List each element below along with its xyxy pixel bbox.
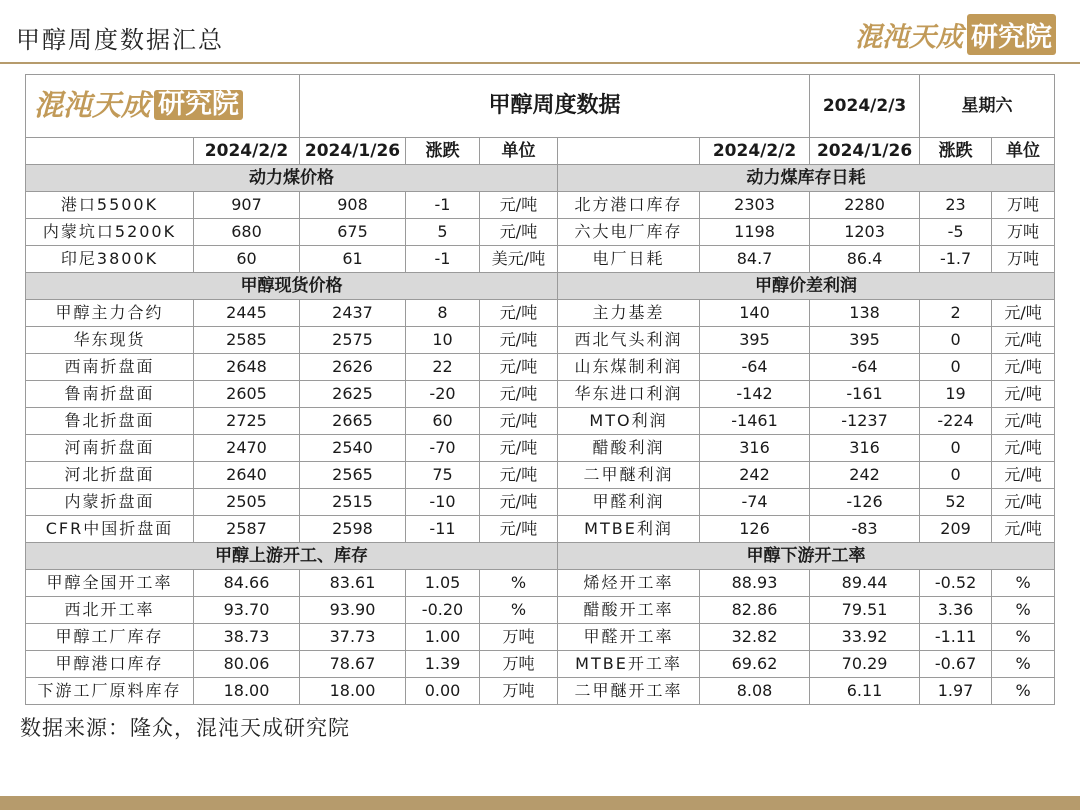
section-title-right: 甲醇价差利润 [558, 273, 1055, 300]
left-change-cell: 5 [406, 219, 480, 246]
right-value-previous-cell: -83 [810, 516, 920, 543]
left-value-previous-cell: 37.73 [300, 624, 406, 651]
column-header-row [26, 138, 1055, 165]
left-unit-cell: % [480, 597, 558, 624]
right-change-cell: -0.67 [920, 651, 992, 678]
left-change-cell: -11 [406, 516, 480, 543]
right-value-previous-cell: 33.92 [810, 624, 920, 651]
right-value-current-cell: 140 [700, 300, 810, 327]
right-label-cell: 六大电厂库存 [558, 219, 700, 246]
left-value-current-cell: 2470 [194, 435, 300, 462]
left-label-cell: 内蒙坑口5200K [26, 219, 194, 246]
right-value-current-cell: 84.7 [700, 246, 810, 273]
data-source-note: 数据来源：隆众，混沌天成研究院 [20, 716, 350, 740]
right-value-previous-cell: -161 [810, 381, 920, 408]
footer-bar [0, 796, 1080, 810]
right-value-previous-cell: 242 [810, 462, 920, 489]
left-value-previous-cell: 2540 [300, 435, 406, 462]
right-unit-cell: 元/吨 [992, 435, 1055, 462]
section-title-left: 甲醇上游开工、库存 [26, 543, 558, 570]
left-unit-cell: 元/吨 [480, 192, 558, 219]
right-unit-cell: 元/吨 [992, 327, 1055, 354]
col-header-blank-left [26, 138, 194, 165]
left-unit-cell: 万吨 [480, 651, 558, 678]
right-unit-cell: 元/吨 [992, 354, 1055, 381]
right-value-current-cell: 82.86 [700, 597, 810, 624]
section-title-right: 动力煤库存日耗 [558, 165, 1055, 192]
left-change-cell: 22 [406, 354, 480, 381]
table-row [26, 597, 1055, 624]
right-change-cell: 0 [920, 462, 992, 489]
table-row [26, 246, 1055, 273]
right-unit-cell: % [992, 570, 1055, 597]
right-value-previous-cell: 89.44 [810, 570, 920, 597]
left-value-previous-cell: 18.00 [300, 678, 406, 705]
right-unit-cell: 元/吨 [992, 516, 1055, 543]
left-value-current-cell: 18.00 [194, 678, 300, 705]
right-value-current-cell: -142 [700, 381, 810, 408]
logo-brand-text: 混沌天成 [855, 22, 963, 53]
right-label-cell: 华东进口利润 [558, 381, 700, 408]
right-value-previous-cell: 6.11 [810, 678, 920, 705]
table-row [26, 219, 1055, 246]
left-change-cell: 1.39 [406, 651, 480, 678]
right-value-previous-cell: 395 [810, 327, 920, 354]
left-unit-cell: 元/吨 [480, 489, 558, 516]
right-change-cell: 0 [920, 354, 992, 381]
table-title-row [26, 75, 1055, 138]
left-unit-cell: 元/吨 [480, 300, 558, 327]
right-label-cell: 西北气头利润 [558, 327, 700, 354]
left-value-current-cell: 84.66 [194, 570, 300, 597]
table-row [26, 570, 1055, 597]
section-title-left: 动力煤价格 [26, 165, 558, 192]
right-label-cell: 甲醛开工率 [558, 624, 700, 651]
right-unit-cell: 万吨 [992, 192, 1055, 219]
left-value-current-cell: 2725 [194, 408, 300, 435]
right-value-current-cell: 1198 [700, 219, 810, 246]
left-label-cell: 甲醇工厂库存 [26, 624, 194, 651]
left-unit-cell: 元/吨 [480, 408, 558, 435]
col-header-date1-left: 2024/2/2 [194, 138, 300, 165]
left-unit-cell: 元/吨 [480, 327, 558, 354]
left-value-previous-cell: 2665 [300, 408, 406, 435]
table-title: 甲醇周度数据 [300, 75, 810, 138]
left-value-previous-cell: 2625 [300, 381, 406, 408]
left-label-cell: 印尼3800K [26, 246, 194, 273]
right-change-cell: -1.11 [920, 624, 992, 651]
right-unit-cell: % [992, 624, 1055, 651]
right-value-current-cell: 88.93 [700, 570, 810, 597]
left-value-current-cell: 2605 [194, 381, 300, 408]
left-value-previous-cell: 2575 [300, 327, 406, 354]
left-label-cell: 甲醇港口库存 [26, 651, 194, 678]
left-unit-cell: 万吨 [480, 624, 558, 651]
left-unit-cell: 元/吨 [480, 516, 558, 543]
left-unit-cell: 美元/吨 [480, 246, 558, 273]
right-unit-cell: 万吨 [992, 246, 1055, 273]
section-header-row [26, 165, 1055, 192]
right-change-cell: 0 [920, 327, 992, 354]
section-header-row [26, 273, 1055, 300]
table-logo [34, 90, 243, 120]
left-value-current-cell: 38.73 [194, 624, 300, 651]
right-change-cell: 3.36 [920, 597, 992, 624]
right-change-cell: 52 [920, 489, 992, 516]
left-value-current-cell: 60 [194, 246, 300, 273]
right-value-previous-cell: 70.29 [810, 651, 920, 678]
right-label-cell: 主力基差 [558, 300, 700, 327]
left-value-previous-cell: 2626 [300, 354, 406, 381]
left-unit-cell: 元/吨 [480, 219, 558, 246]
right-change-cell: 23 [920, 192, 992, 219]
left-change-cell: -70 [406, 435, 480, 462]
right-value-previous-cell: 316 [810, 435, 920, 462]
left-label-cell: 鲁南折盘面 [26, 381, 194, 408]
left-change-cell: -20 [406, 381, 480, 408]
left-change-cell: -1 [406, 246, 480, 273]
right-value-previous-cell: 79.51 [810, 597, 920, 624]
table-row [26, 192, 1055, 219]
brand-logo [855, 14, 1056, 55]
left-value-previous-cell: 61 [300, 246, 406, 273]
left-value-previous-cell: 2565 [300, 462, 406, 489]
right-value-previous-cell: 138 [810, 300, 920, 327]
left-label-cell: 河北折盘面 [26, 462, 194, 489]
table-row [26, 462, 1055, 489]
right-label-cell: 二甲醚开工率 [558, 678, 700, 705]
left-value-previous-cell: 2598 [300, 516, 406, 543]
left-unit-cell: 元/吨 [480, 435, 558, 462]
left-change-cell: -10 [406, 489, 480, 516]
left-label-cell: 港口5500K [26, 192, 194, 219]
right-unit-cell: % [992, 597, 1055, 624]
left-change-cell: -1 [406, 192, 480, 219]
section-title-right: 甲醇下游开工率 [558, 543, 1055, 570]
right-label-cell: 电厂日耗 [558, 246, 700, 273]
left-change-cell: 10 [406, 327, 480, 354]
table-row [26, 435, 1055, 462]
col-header-unit-right: 单位 [992, 138, 1055, 165]
left-value-current-cell: 80.06 [194, 651, 300, 678]
left-change-cell: 1.00 [406, 624, 480, 651]
left-value-current-cell: 907 [194, 192, 300, 219]
left-value-previous-cell: 93.90 [300, 597, 406, 624]
right-label-cell: MTO利润 [558, 408, 700, 435]
right-unit-cell: % [992, 651, 1055, 678]
left-unit-cell: 元/吨 [480, 462, 558, 489]
right-change-cell: -5 [920, 219, 992, 246]
left-label-cell: 下游工厂原料库存 [26, 678, 194, 705]
right-unit-cell: 元/吨 [992, 408, 1055, 435]
methanol-weekly-table [25, 74, 1055, 705]
left-label-cell: 河南折盘面 [26, 435, 194, 462]
left-change-cell: 1.05 [406, 570, 480, 597]
left-label-cell: CFR中国折盘面 [26, 516, 194, 543]
left-unit-cell: 万吨 [480, 678, 558, 705]
col-header-date2-right: 2024/1/26 [810, 138, 920, 165]
right-label-cell: 山东煤制利润 [558, 354, 700, 381]
left-value-previous-cell: 78.67 [300, 651, 406, 678]
right-label-cell: 醋酸利润 [558, 435, 700, 462]
left-label-cell: 西南折盘面 [26, 354, 194, 381]
right-label-cell: MTBE利润 [558, 516, 700, 543]
col-header-date1-right: 2024/2/2 [700, 138, 810, 165]
right-change-cell: 19 [920, 381, 992, 408]
left-value-current-cell: 2505 [194, 489, 300, 516]
right-value-current-cell: 32.82 [700, 624, 810, 651]
table-row [26, 381, 1055, 408]
right-value-previous-cell: -126 [810, 489, 920, 516]
left-change-cell: 8 [406, 300, 480, 327]
right-value-previous-cell: 86.4 [810, 246, 920, 273]
right-value-current-cell: 2303 [700, 192, 810, 219]
right-label-cell: 醋酸开工率 [558, 597, 700, 624]
table-row [26, 408, 1055, 435]
left-value-previous-cell: 2515 [300, 489, 406, 516]
left-value-previous-cell: 908 [300, 192, 406, 219]
right-unit-cell: % [992, 678, 1055, 705]
right-change-cell: -224 [920, 408, 992, 435]
right-value-previous-cell: -1237 [810, 408, 920, 435]
table-row [26, 516, 1055, 543]
right-label-cell: 北方港口库存 [558, 192, 700, 219]
left-label-cell: 内蒙折盘面 [26, 489, 194, 516]
right-label-cell: 甲醛利润 [558, 489, 700, 516]
table-row [26, 624, 1055, 651]
left-label-cell: 西北开工率 [26, 597, 194, 624]
table-logo-brand: 混沌天成 [34, 88, 151, 122]
left-change-cell: -0.20 [406, 597, 480, 624]
left-unit-cell: % [480, 570, 558, 597]
left-unit-cell: 元/吨 [480, 354, 558, 381]
left-value-current-cell: 2640 [194, 462, 300, 489]
section-title-left: 甲醇现货价格 [26, 273, 558, 300]
right-label-cell: 烯烃开工率 [558, 570, 700, 597]
col-header-change-left: 涨跌 [406, 138, 480, 165]
left-change-cell: 60 [406, 408, 480, 435]
left-value-previous-cell: 675 [300, 219, 406, 246]
data-table-container [25, 74, 1054, 704]
col-header-unit-left: 单位 [480, 138, 558, 165]
right-value-current-cell: 126 [700, 516, 810, 543]
left-label-cell: 甲醇主力合约 [26, 300, 194, 327]
right-change-cell: 209 [920, 516, 992, 543]
header-divider [0, 62, 1080, 64]
page-title: 甲醇周度数据汇总 [16, 26, 224, 54]
left-value-current-cell: 2587 [194, 516, 300, 543]
right-value-current-cell: 8.08 [700, 678, 810, 705]
left-value-current-cell: 2445 [194, 300, 300, 327]
right-label-cell: MTBE开工率 [558, 651, 700, 678]
right-unit-cell: 元/吨 [992, 489, 1055, 516]
table-row [26, 489, 1055, 516]
right-value-current-cell: 395 [700, 327, 810, 354]
right-label-cell: 二甲醚利润 [558, 462, 700, 489]
section-header-row [26, 543, 1055, 570]
table-logo-cell [26, 75, 300, 138]
right-change-cell: -1.7 [920, 246, 992, 273]
left-change-cell: 75 [406, 462, 480, 489]
table-row [26, 327, 1055, 354]
right-unit-cell: 元/吨 [992, 381, 1055, 408]
col-header-blank-right [558, 138, 700, 165]
right-value-current-cell: -1461 [700, 408, 810, 435]
right-value-current-cell: 242 [700, 462, 810, 489]
right-value-previous-cell: -64 [810, 354, 920, 381]
table-row [26, 678, 1055, 705]
table-row [26, 354, 1055, 381]
left-value-previous-cell: 83.61 [300, 570, 406, 597]
left-unit-cell: 元/吨 [480, 381, 558, 408]
right-change-cell: -0.52 [920, 570, 992, 597]
table-row [26, 300, 1055, 327]
left-label-cell: 华东现货 [26, 327, 194, 354]
right-unit-cell: 元/吨 [992, 462, 1055, 489]
left-value-current-cell: 680 [194, 219, 300, 246]
col-header-date2-left: 2024/1/26 [300, 138, 406, 165]
logo-box-text: 研究院 [967, 14, 1056, 55]
right-value-previous-cell: 1203 [810, 219, 920, 246]
left-change-cell: 0.00 [406, 678, 480, 705]
report-date: 2024/2/3 [810, 75, 920, 138]
table-logo-box: 研究院 [154, 90, 243, 120]
right-value-current-cell: 316 [700, 435, 810, 462]
right-value-current-cell: -64 [700, 354, 810, 381]
left-value-current-cell: 2648 [194, 354, 300, 381]
left-label-cell: 甲醇全国开工率 [26, 570, 194, 597]
right-value-current-cell: -74 [700, 489, 810, 516]
right-unit-cell: 元/吨 [992, 300, 1055, 327]
right-change-cell: 2 [920, 300, 992, 327]
table-row [26, 651, 1055, 678]
left-value-previous-cell: 2437 [300, 300, 406, 327]
right-change-cell: 0 [920, 435, 992, 462]
right-unit-cell: 万吨 [992, 219, 1055, 246]
left-label-cell: 鲁北折盘面 [26, 408, 194, 435]
right-value-previous-cell: 2280 [810, 192, 920, 219]
left-value-current-cell: 2585 [194, 327, 300, 354]
right-value-current-cell: 69.62 [700, 651, 810, 678]
left-value-current-cell: 93.70 [194, 597, 300, 624]
report-weekday: 星期六 [920, 75, 1055, 138]
col-header-change-right: 涨跌 [920, 138, 992, 165]
right-change-cell: 1.97 [920, 678, 992, 705]
